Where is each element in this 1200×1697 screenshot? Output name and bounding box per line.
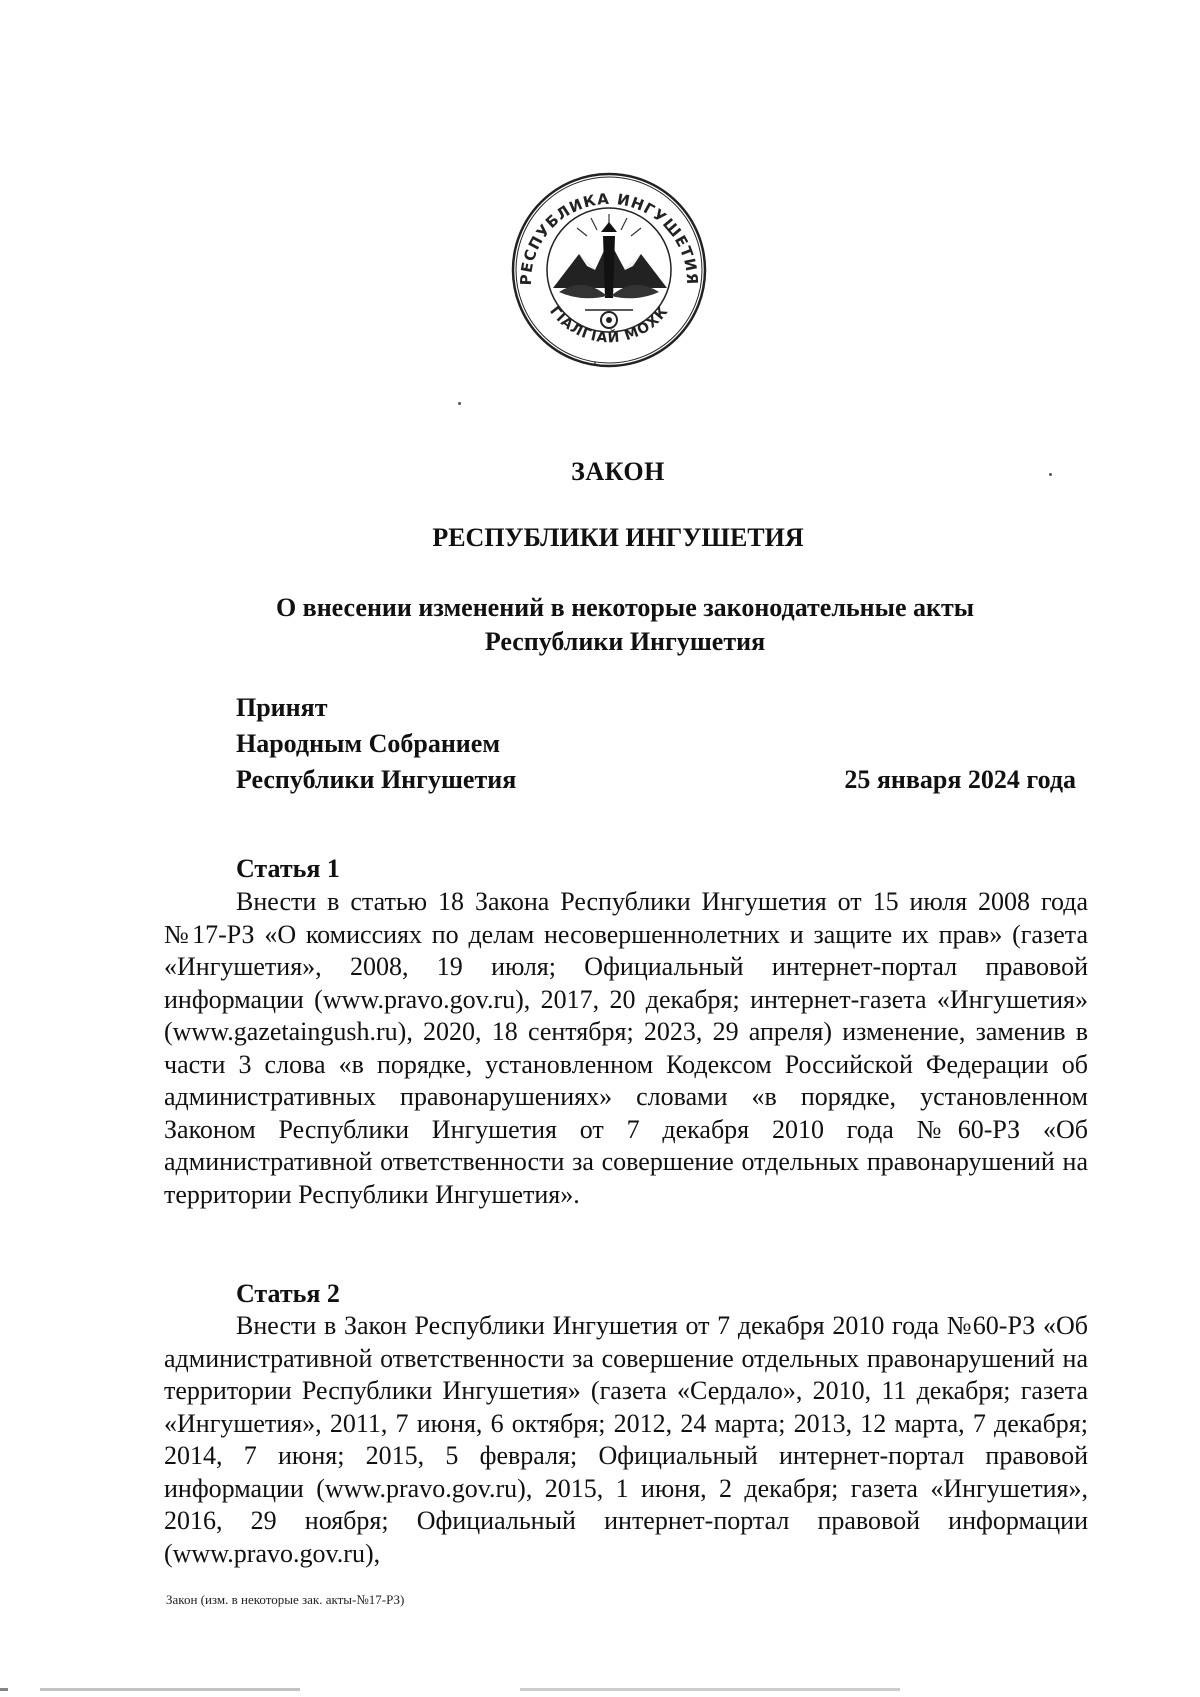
article-2-text: Внести в Закон Республики Ингушетия от 7 декабря 2010 года №60-РЗ «Об административной ответственности за совершение отдельных правонарушений на территории Республики Ингушетия» (газета «Сердало», 2010, 11 декабря; газета «Ингушетия», 2011, 7 июня, 6 октября; 2012, 24 марта; 2013, 12 марта, 7 декабря; 2014, 7 июня; 2015, 5 февраля; Официальный интернет-портал правовой информации (www.pravo.gov.ru), 2015, 1 июня, 2 декабря; газета «Ингушетия», 2016, 29 ноября; Официальный интернет-портал правовой информации (www.pravo.gov.ru), — [164, 1311, 1088, 1568]
ingushetia-coat-of-arms-icon — [509, 170, 709, 370]
document-title: ЗАКОН — [571, 457, 665, 486]
article-1-text: Внести в статью 18 Закона Республики Ингушетия от 15 июля 2008 года №17-РЗ «О комиссиях по делам несовершеннолетних и защите их прав» (газета «Ингушетия», 2008, 19 июля; Официальный интернет-портал правовой информации (www.pravo.gov.ru), 2017, 20 декабря; интернет-газета «Ингушетия» (www.gazetaingush.ru), 2020, 18 сентября; 2023, 29 апреля) изменение, заменив в части 3 слова «в порядке, установленном Кодексом Российской Федерации об административных правонарушениях» словами «в порядке, установленном Законом Республики Ингушетия от 7 декабря 2010 года №60-РЗ «Об административной ответственности за совершение отдельных правонарушений на территории Республики Ингушетия». — [164, 887, 1088, 1209]
adoption-date: 25 января 2024 года — [844, 765, 1076, 794]
adoption-line-1: Принят — [236, 693, 328, 722]
emblem-top-text: РЕСПУБЛИКА ИНГУШЕТИЯ — [516, 189, 702, 286]
adoption-line-2: Народным Собранием — [236, 729, 501, 758]
article-1-heading: Статья 1 — [236, 854, 340, 883]
scan-speck — [458, 402, 461, 405]
scan-speck — [1049, 473, 1052, 476]
article-2-heading: Статья 2 — [236, 1279, 340, 1308]
scan-speck — [594, 362, 596, 364]
scan-edge-line — [0, 1688, 1200, 1691]
adoption-line-3: Республики Ингушетия — [236, 765, 517, 794]
emblem-bottom-text: ГIАЛГIАЙ МОХК — [546, 303, 672, 347]
document-authority: РЕСПУБЛИКИ ИНГУШЕТИЯ — [432, 523, 804, 552]
document-subtitle: О внесении изменений в некоторые законодательные акты Республики Ингушетия — [275, 593, 975, 656]
adoption-block — [236, 690, 1076, 798]
page-footer: Закон (изм. в некоторые зак. акты-№17-РЗ) — [166, 1592, 405, 1607]
